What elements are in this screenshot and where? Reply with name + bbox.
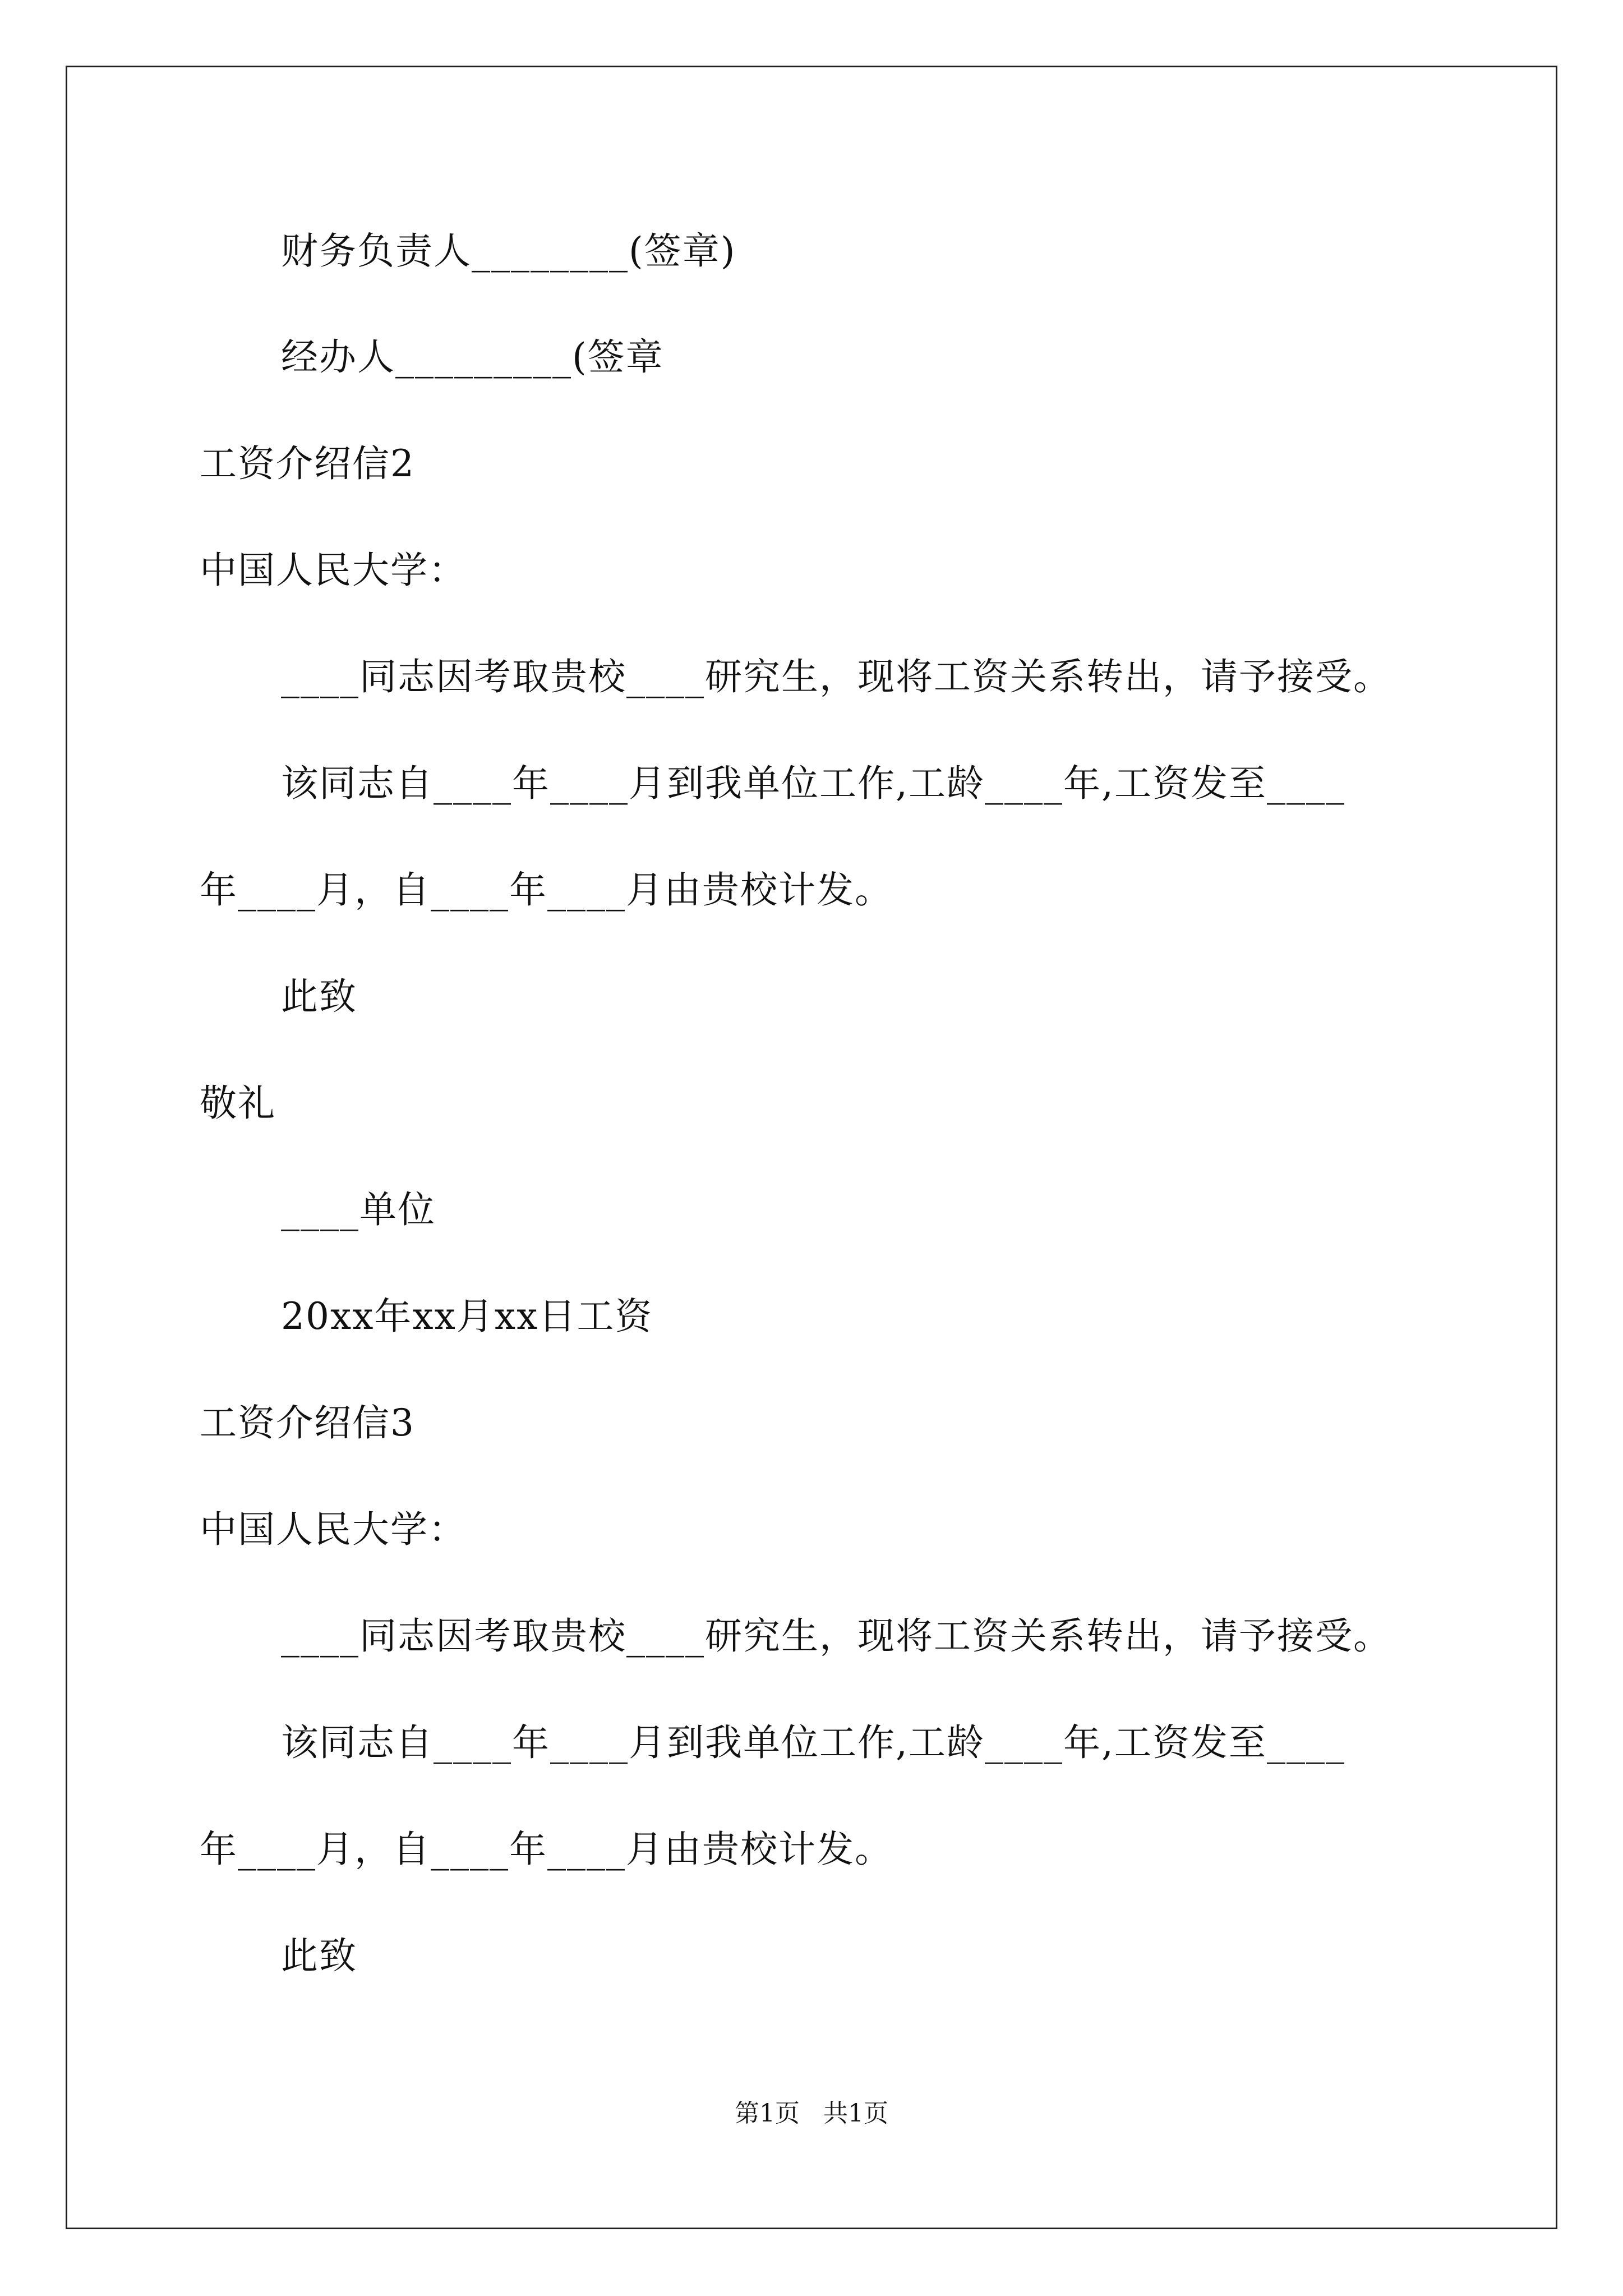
recipient-line: 中国人民大学： <box>200 549 467 592</box>
closing-line: 此致 <box>281 1934 357 1977</box>
recipient-line: 中国人民大学： <box>200 1508 467 1551</box>
body-paragraph-line: 该同志自____年____月到我单位工作,工龄____年,工资发至____ <box>281 1721 1345 1764</box>
body-paragraph-line: ____同志因考取贵校____研究生，现将工资关系转出，请予接受。 <box>281 655 1391 698</box>
page-number-footer: 第1页 共1页 <box>735 2099 888 2128</box>
body-paragraph-line: ____同志因考取贵校____研究生，现将工资关系转出，请予接受。 <box>281 1614 1391 1658</box>
section-title-letter-2: 工资介绍信2 <box>200 442 415 485</box>
body-paragraph-line: 年____月，自____年____月由贵校计发。 <box>200 1828 893 1871</box>
unit-line: ____单位 <box>281 1188 436 1231</box>
body-paragraph-line: 年____月，自____年____月由贵校计发。 <box>200 868 893 912</box>
text-line-finance-signer: 财务负责人________(签章) <box>281 229 736 273</box>
date-line: 20xx年xx月xx日工资 <box>281 1295 653 1338</box>
page-border <box>66 66 1557 2229</box>
closing-line: 此致 <box>281 975 357 1018</box>
salutation-line: 敬礼 <box>200 1082 276 1125</box>
body-paragraph-line: 该同志自____年____月到我单位工作,工龄____年,工资发至____ <box>281 762 1345 805</box>
section-title-letter-3: 工资介绍信3 <box>200 1401 415 1444</box>
text-line-handler-signer: 经办人_________(签章 <box>281 335 664 379</box>
